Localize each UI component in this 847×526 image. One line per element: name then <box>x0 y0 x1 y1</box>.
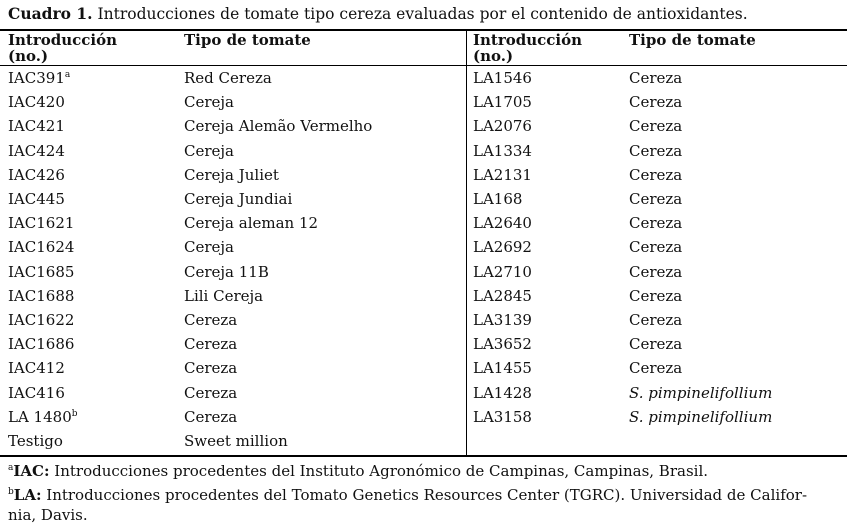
introduccion-cell: IAC445 <box>8 190 65 209</box>
introduccion-cell: LA168 <box>473 190 523 209</box>
tipo-cell: Cereza <box>629 262 683 281</box>
introduccion-cell: LA2692 <box>473 238 532 257</box>
table-row <box>0 90 847 114</box>
introduccion-cell: LA3158 <box>473 407 532 426</box>
tipo-cell: Cereza <box>184 359 238 378</box>
table-row <box>0 187 847 211</box>
header-introduccion-right: Introducción (no.) <box>473 31 583 65</box>
footnote-b: $^b$LA: Introducciones procedentes del Tomato Genetics Resources Center (TGRC). Universidad de Califor- nia, Davis. <box>8 486 808 524</box>
tipo-cell: Cereza <box>629 359 683 378</box>
introduccion-cell: IAC424 <box>8 141 65 160</box>
table-row <box>0 405 847 429</box>
table-row <box>0 308 847 332</box>
tipo-cell: Cereja 11B <box>184 262 269 281</box>
tipo-cell: Cereja aleman 12 <box>184 214 319 233</box>
table-row <box>0 429 847 453</box>
tipo-cell: Lili Cereja <box>184 286 264 305</box>
introduccion-cell: Testigo <box>8 431 63 450</box>
introduccion-cell: IAC1624 <box>8 238 75 257</box>
introduccion-cell: IAC1685 <box>8 262 75 281</box>
introduccion-cell: IAC416 <box>8 383 65 402</box>
tipo-cell: S. pimpinelifollium <box>629 383 773 402</box>
tipo-cell: Cereza <box>629 214 683 233</box>
tipo-cell: Cereza <box>629 141 683 160</box>
table-caption <box>8 4 748 23</box>
caption-label: Cuadro 1. <box>8 4 93 23</box>
tipo-cell: Cereza <box>184 407 238 426</box>
introduccion-cell: LA1428 <box>473 383 532 402</box>
introduccion-cell: IAC412 <box>8 359 65 378</box>
tipo-cell: Cereja <box>184 238 234 257</box>
tipo-cell: Cereza <box>184 335 238 354</box>
tipo-cell: Cereza <box>629 93 683 112</box>
tipo-cell: Cereza <box>629 335 683 354</box>
table-row <box>0 114 847 138</box>
tipo-cell: Cereza <box>184 310 238 329</box>
introduccion-cell: LA2076 <box>473 117 532 136</box>
table-row <box>0 139 847 163</box>
introduccion-cell: LA2845 <box>473 286 532 305</box>
introduccion-cell: IAC420 <box>8 93 65 112</box>
tipo-cell: Cereja <box>184 93 234 112</box>
tipo-cell: Cereza <box>629 165 683 184</box>
introduccion-cell: LA2640 <box>473 214 532 233</box>
introduccion-cell: LA1455 <box>473 359 532 378</box>
tipo-cell: Cereza <box>184 383 238 402</box>
tipo-cell: S. pimpinelifollium <box>629 407 773 426</box>
header-tipo-right: Tipo de tomate <box>629 31 756 49</box>
header-row <box>0 30 847 66</box>
tipo-cell: Cereza <box>629 286 683 305</box>
tipo-cell: Cereja Alemão Vermelho <box>184 117 373 136</box>
header-introduccion-left: Introducción (no.) <box>8 31 118 65</box>
introduccion-cell: LA2710 <box>473 262 532 281</box>
tipo-cell: Cereza <box>629 310 683 329</box>
introduccion-cell: LA3652 <box>473 335 532 354</box>
tipo-cell: Cereza <box>629 117 683 136</box>
introduccion-cell: IAC1622 <box>8 310 75 329</box>
header-tipo-left: Tipo de tomate <box>184 31 311 49</box>
footnote-a: $^a$IAC: Introducciones procedentes del Instituto Agronómico de Campinas, Campinas, Brasil. <box>8 462 709 480</box>
introduccion-cell: LA3139 <box>473 310 532 329</box>
table-row <box>0 332 847 356</box>
table-row <box>0 163 847 187</box>
introduccion-cell: LA1334 <box>473 141 532 160</box>
table-row <box>0 66 847 90</box>
introduccion-cell <box>466 429 629 453</box>
tipo-cell: Cereja Jundiai <box>184 190 293 209</box>
table-row <box>0 380 847 404</box>
tipo-cell: Cereza <box>629 69 683 88</box>
tipo-cell: Red Cereza <box>184 69 272 88</box>
antioxidant-table <box>0 30 847 453</box>
introduccion-cell: IAC1621 <box>8 214 75 233</box>
tipo-cell: Cereza <box>629 238 683 257</box>
bottom-rule <box>0 455 847 457</box>
introduccion-cell: LA1705 <box>473 93 532 112</box>
tipo-cell: Cereja <box>184 141 234 160</box>
introduccion-cell: LA1546 <box>473 69 532 88</box>
table-row <box>0 356 847 380</box>
tipo-cell: Cereja Juliet <box>184 165 279 184</box>
introduccion-cell: LA 1480$^b$ <box>8 407 78 426</box>
introduccion-cell: IAC421 <box>8 117 65 136</box>
table-row <box>0 235 847 259</box>
introduccion-cell: IAC1688 <box>8 286 75 305</box>
tipo-cell <box>629 429 847 453</box>
caption-text: Introducciones de tomate tipo cereza evaluadas por el contenido de antioxidantes. <box>97 5 748 23</box>
tipo-cell: Cereza <box>629 190 683 209</box>
table-row <box>0 260 847 284</box>
introduccion-cell: IAC1686 <box>8 335 75 354</box>
introduccion-cell: IAC426 <box>8 165 65 184</box>
tipo-cell: Sweet million <box>184 431 288 450</box>
introduccion-cell: IAC391$^a$ <box>8 69 71 88</box>
table-row <box>0 211 847 235</box>
introduccion-cell: LA2131 <box>473 165 532 184</box>
table-row <box>0 284 847 308</box>
